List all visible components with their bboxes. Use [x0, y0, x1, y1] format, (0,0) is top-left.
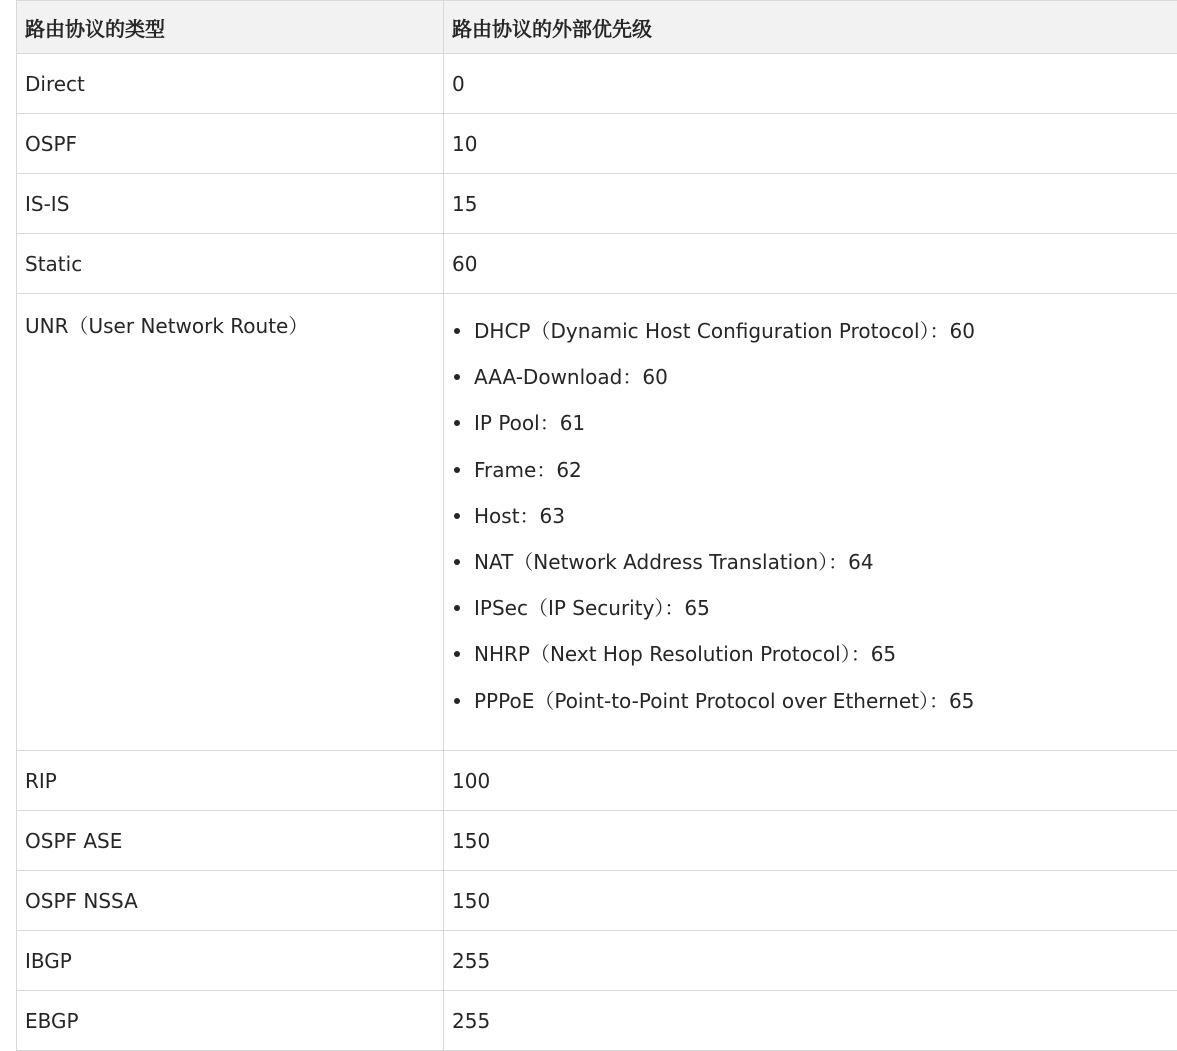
- list-item: IP Pool：61: [452, 406, 1169, 452]
- cell-priority: 255: [444, 931, 1177, 991]
- cell-priority: 0: [444, 54, 1177, 114]
- cell-protocol-type: OSPF NSSA: [17, 871, 444, 931]
- table-row: [17, 174, 1177, 234]
- route-priority-table: [16, 0, 1177, 1051]
- table-row: [17, 991, 1177, 1051]
- list-item: IPSec（IP Security）：65: [452, 591, 1169, 637]
- cell-priority: 60: [444, 234, 1177, 294]
- table-row: [17, 871, 1177, 931]
- cell-protocol-type: IBGP: [17, 931, 444, 991]
- list-item: NAT（Network Address Translation）：64: [452, 545, 1169, 591]
- table-row: [17, 114, 1177, 174]
- list-item: NHRP（Next Hop Resolution Protocol）：65: [452, 637, 1169, 683]
- cell-protocol-type: EBGP: [17, 991, 444, 1051]
- cell-priority: 10: [444, 114, 1177, 174]
- list-item: Host：63: [452, 499, 1169, 545]
- cell-protocol-type: Direct: [17, 54, 444, 114]
- header-protocol-type: 路由协议的类型: [17, 1, 444, 54]
- cell-protocol-type: IS-IS: [17, 174, 444, 234]
- cell-priority: 255: [444, 991, 1177, 1051]
- header-external-priority: 路由协议的外部优先级: [444, 1, 1177, 54]
- cell-protocol-type: RIP: [17, 751, 444, 811]
- table-row-unr: [17, 294, 1177, 751]
- table-row: [17, 751, 1177, 811]
- table-row: [17, 811, 1177, 871]
- cell-priority: 150: [444, 811, 1177, 871]
- table-header-row: [17, 1, 1177, 54]
- cell-priority: 100: [444, 751, 1177, 811]
- unr-priority-list: [452, 294, 1169, 738]
- cell-protocol-type: Static: [17, 234, 444, 294]
- cell-protocol-type: OSPF ASE: [17, 811, 444, 871]
- list-item: DHCP（Dynamic Host Configuration Protocol）：60: [452, 314, 1169, 360]
- cell-priority-list: [444, 294, 1177, 751]
- cell-priority: 150: [444, 871, 1177, 931]
- table-row: [17, 54, 1177, 114]
- list-item: Frame：62: [452, 453, 1169, 499]
- cell-priority: 15: [444, 174, 1177, 234]
- cell-protocol-type: UNR（User Network Route）: [17, 294, 444, 751]
- cell-protocol-type: OSPF: [17, 114, 444, 174]
- list-item: AAA-Download：60: [452, 360, 1169, 406]
- table-row: [17, 931, 1177, 991]
- list-item: PPPoE（Point-to-Point Protocol over Ethernet）：65: [452, 684, 1169, 730]
- route-priority-table-container: [16, 0, 1177, 1051]
- table-row: [17, 234, 1177, 294]
